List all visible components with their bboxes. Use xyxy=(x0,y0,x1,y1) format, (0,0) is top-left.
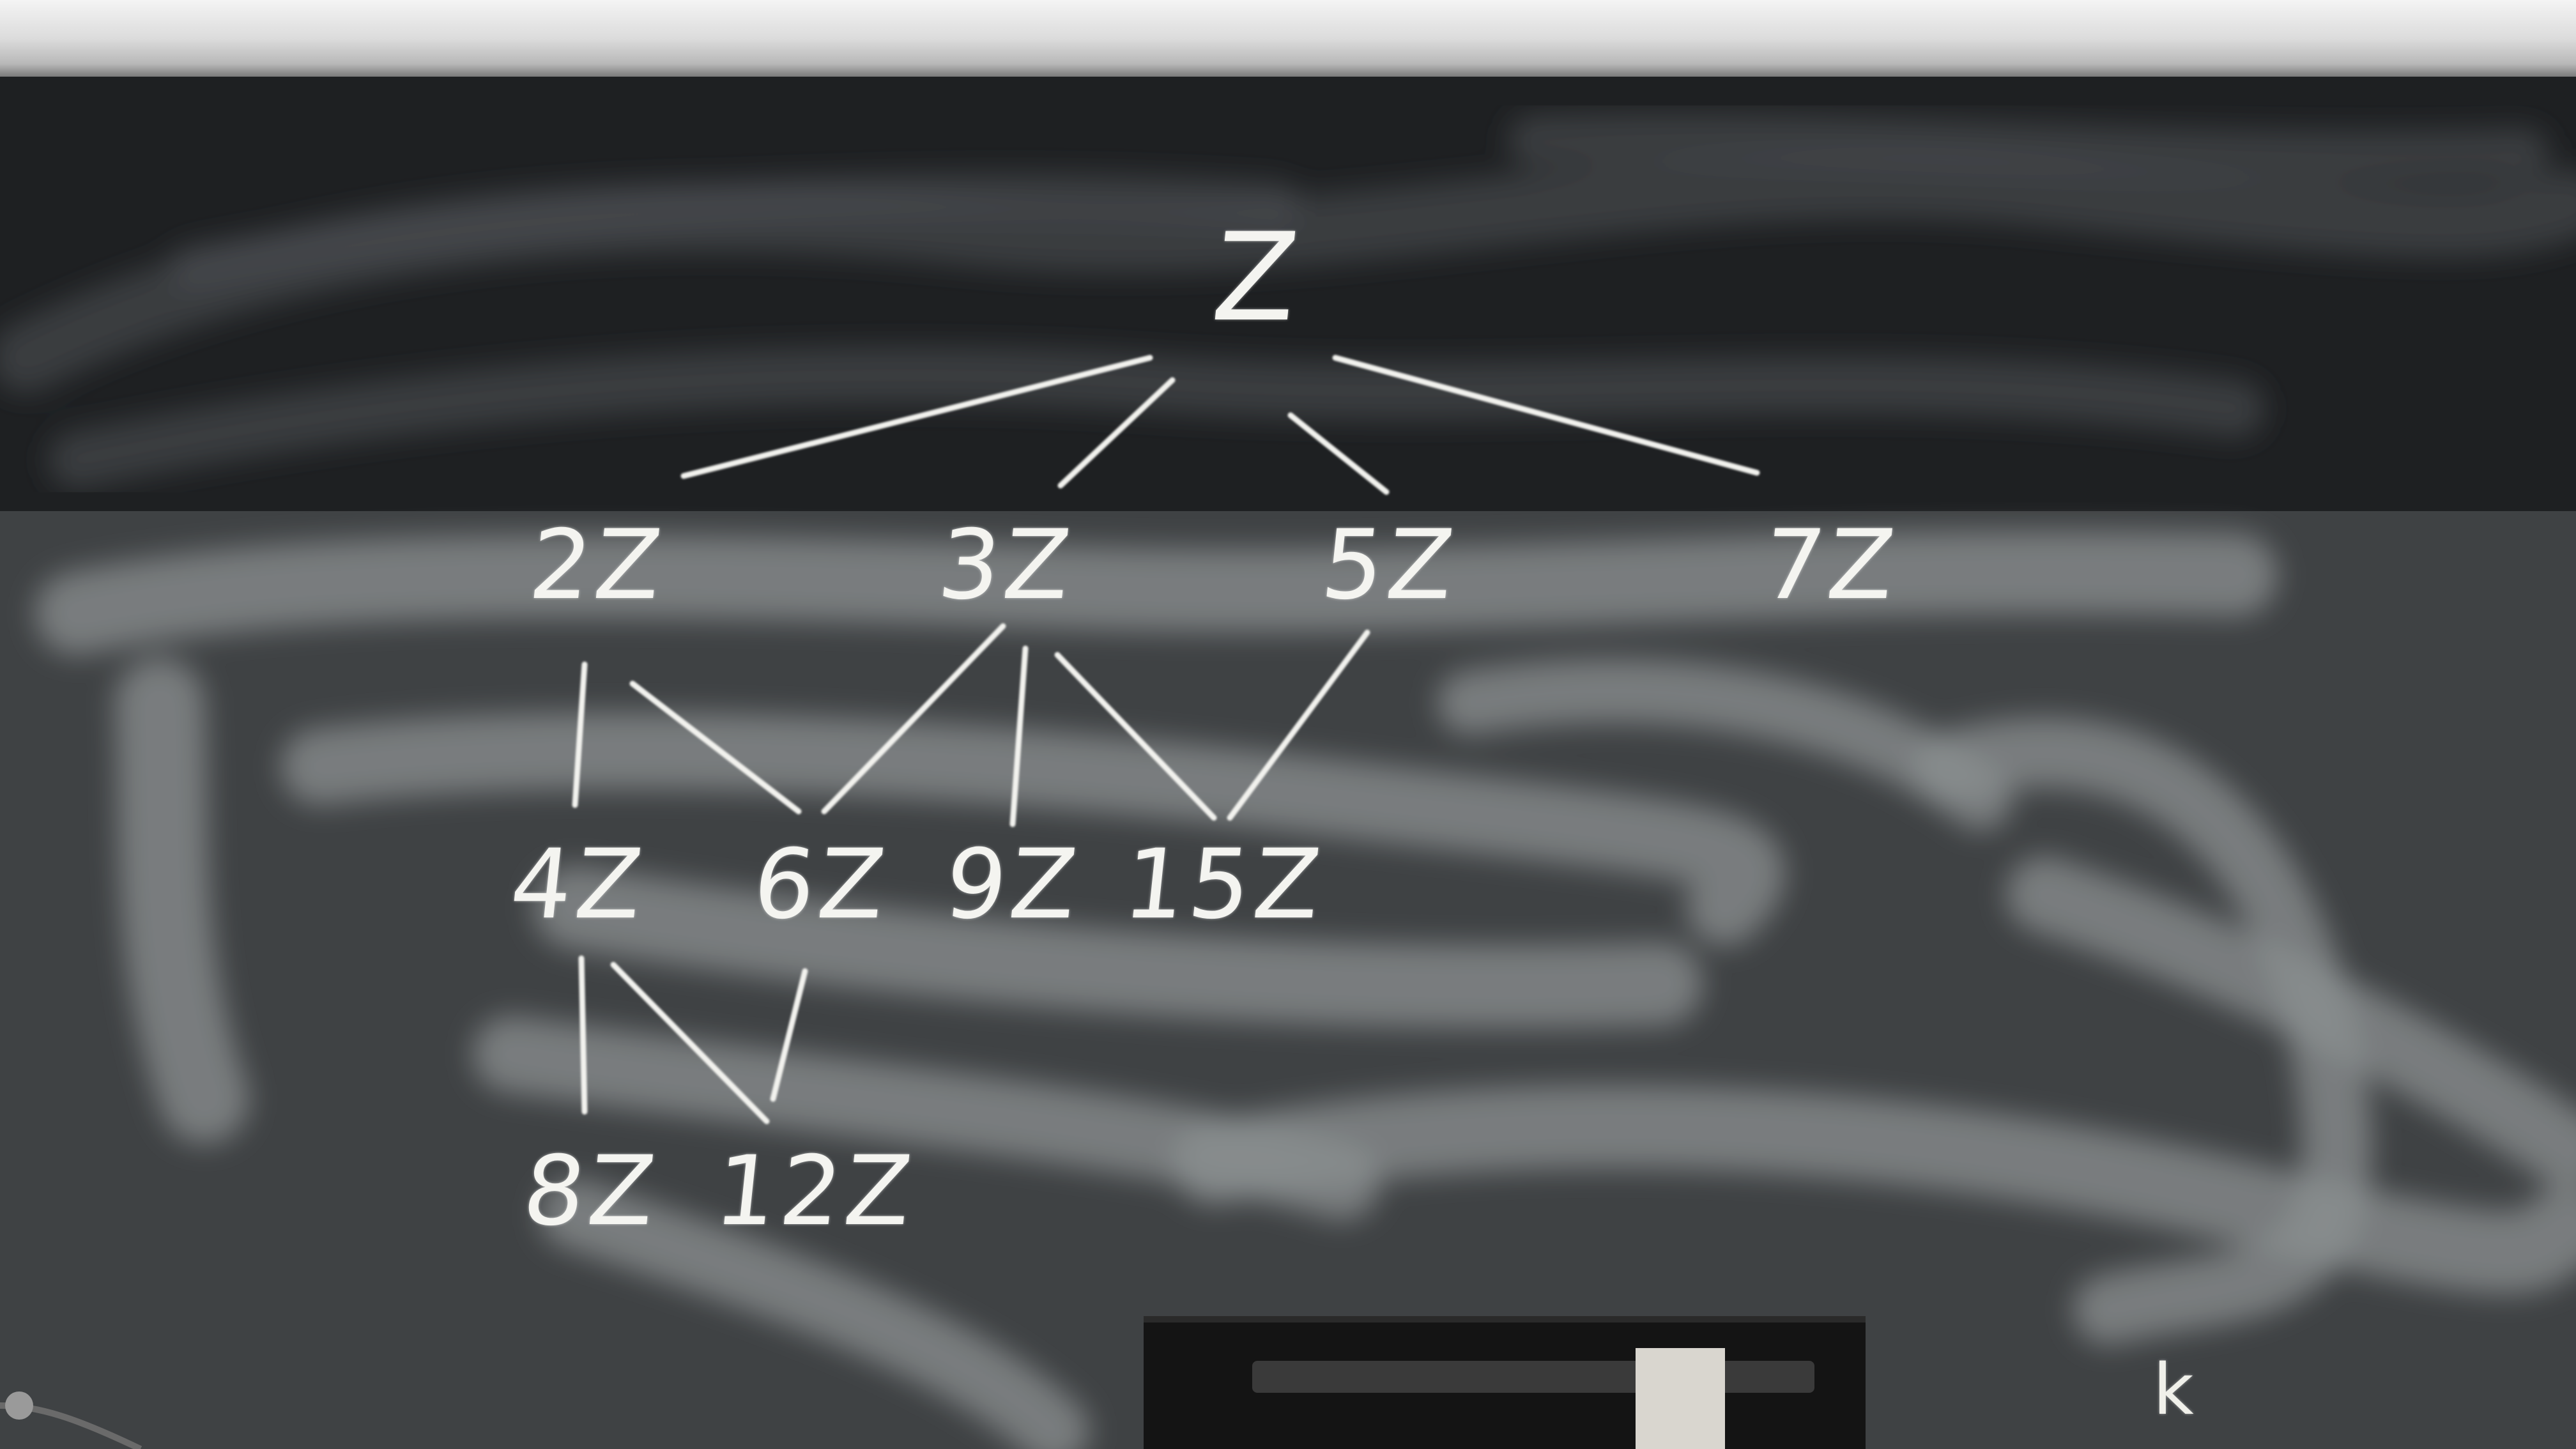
tree-node-level2-b: 6Z xyxy=(747,829,894,940)
tree-node-level1-a: 2Z xyxy=(524,510,671,621)
eraser-smudges-lower xyxy=(77,572,2568,1431)
stray-chalk-mark: k xyxy=(2153,1349,2194,1430)
tree-node-level2-a: 4Z xyxy=(505,829,652,940)
tree-node-level3-b: 12Z xyxy=(709,1136,921,1247)
monitor-card xyxy=(1636,1348,1725,1449)
tree-root-node: Z xyxy=(1206,207,1308,348)
tree-node-level2-c: 9Z xyxy=(939,829,1086,940)
tree-node-level3-a: 8Z xyxy=(518,1136,664,1247)
microphone-cable xyxy=(0,1380,147,1449)
tree-node-level1-d: 7Z xyxy=(1757,510,1904,621)
monitor-bar xyxy=(1252,1361,1814,1393)
tree-node-level1-b: 3Z xyxy=(933,510,1080,621)
tree-node-level1-c: 5Z xyxy=(1316,510,1463,621)
tree-node-level2-d: 15Z xyxy=(1118,829,1330,940)
